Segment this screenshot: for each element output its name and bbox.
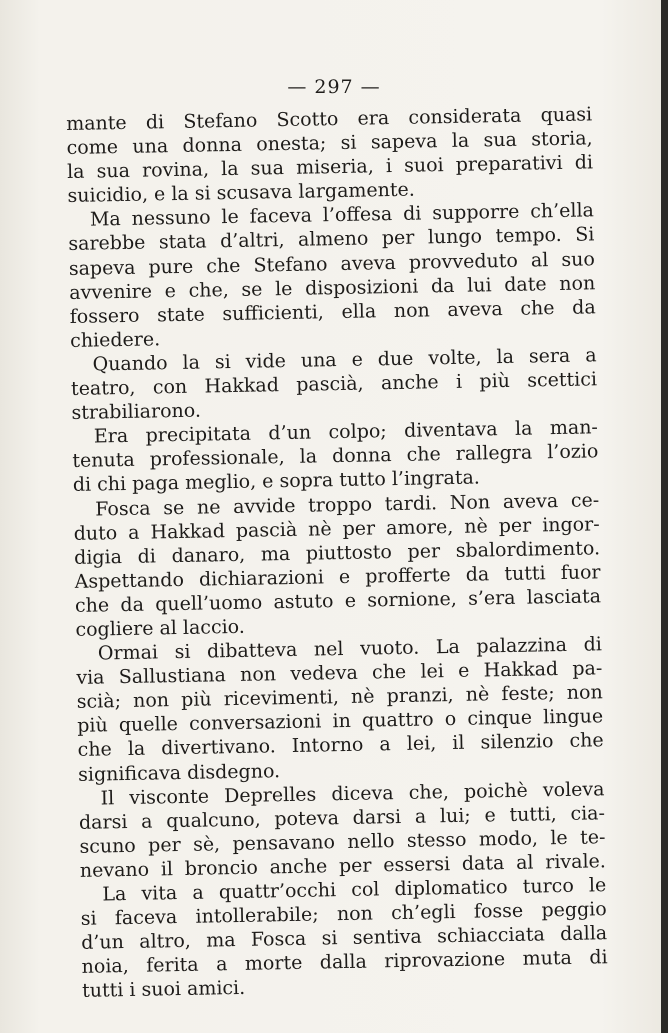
text-line: Quando la si vide una e due volte, la sera a [92, 344, 597, 376]
text-line: fossero state sufficienti, ella non aveva che da [69, 296, 596, 328]
text-line: via Sallustiana non vedeva che lei e Hakkad pa- [76, 657, 603, 690]
text-line: più quelle conversazioni in quattro o cinque lingue [77, 705, 604, 738]
text-line: sapeva pure che Stefano aveva provveduto al suo [68, 247, 595, 280]
text-line: suicidio, e la si scusava largamente. [67, 178, 416, 208]
text-line: strabiliarono. [71, 399, 202, 425]
text-line: come una donna onesta; si sapeva la sua storia, [66, 127, 593, 160]
text-line: cogliere al laccio. [75, 615, 246, 641]
text-line: si faceva intollerabile; non ch’egli fosse peggio [80, 898, 607, 930]
text-line: la sua rovina, la sua miseria, i suoi preparativi di [66, 151, 594, 184]
text-line: avvenire e che, se le disposizioni da lui date non [69, 271, 596, 304]
text-line: Il visconte Deprelles diceva che, poichè voleva [100, 777, 605, 810]
text-line: che da quell’uomo astuto e sornione, s’era lasciata [74, 585, 602, 617]
text-line: nevano il broncio anche per essersi data al rivale. [79, 850, 607, 882]
text-line: Ma nessuno le faceva l’offesa di supporre ch’ella [89, 199, 595, 231]
page-number: — 297 — [287, 76, 381, 98]
text-line: chiedere. [69, 328, 161, 352]
text-line: La vita a quattr’occhi col diplomatico turco le [102, 874, 607, 906]
text-line: scià; non più ricevimenti, nè pranzi, nè feste; non [76, 681, 603, 714]
text-line: significava disdegno. [77, 759, 281, 786]
text-line: Fosca se ne avvide troppo tardi. Non aveva ce- [95, 488, 600, 521]
text-line: Aspettando dichiarazioni e profferte da tutti fuor [74, 561, 601, 593]
body-text [66, 102, 608, 1003]
text-line: scuno per sè, pensavano nello stesso modo, le te- [79, 826, 606, 858]
text-line: noia, ferita a morte dalla riprovazione muta di [81, 946, 608, 979]
text-line: tenuta professionale, la donna che rallegra l’ozio [72, 440, 599, 473]
text-line: digia di danaro, ma piuttosto per sbalordimento. [73, 536, 601, 569]
text-line: sarebbe stata d’altri, almeno per lungo tempo. Si [68, 223, 595, 256]
text-line: d’un altro, ma Fosca si sentiva schiacciata dalla [81, 922, 608, 955]
text-line: Era precipitata d’un colpo; diventava la man- [93, 416, 599, 448]
text-line: tutti i suoi amici. [81, 977, 246, 1003]
text-line: darsi a qualcuno, poteva darsi a lui; e tutti, cia- [78, 801, 606, 834]
text-line: che la divertivano. Intorno a lei, il silenzio che [77, 729, 604, 762]
text-line: Ormai si dibatteva nel vuoto. La palazzina di [97, 633, 603, 665]
text-line: teatro, con Hakkad pascià, anche i più scettici [70, 368, 598, 400]
text-line: di chi paga meglio, e sopra tutto l’ingrata. [72, 466, 481, 497]
text-line: mante di Stefano Scotto era considerata quasi [66, 103, 593, 135]
text-line: duto a Hakkad pascià nè per amore, nè per ingor- [73, 512, 600, 545]
page-edge-shadow [661, 0, 668, 1033]
